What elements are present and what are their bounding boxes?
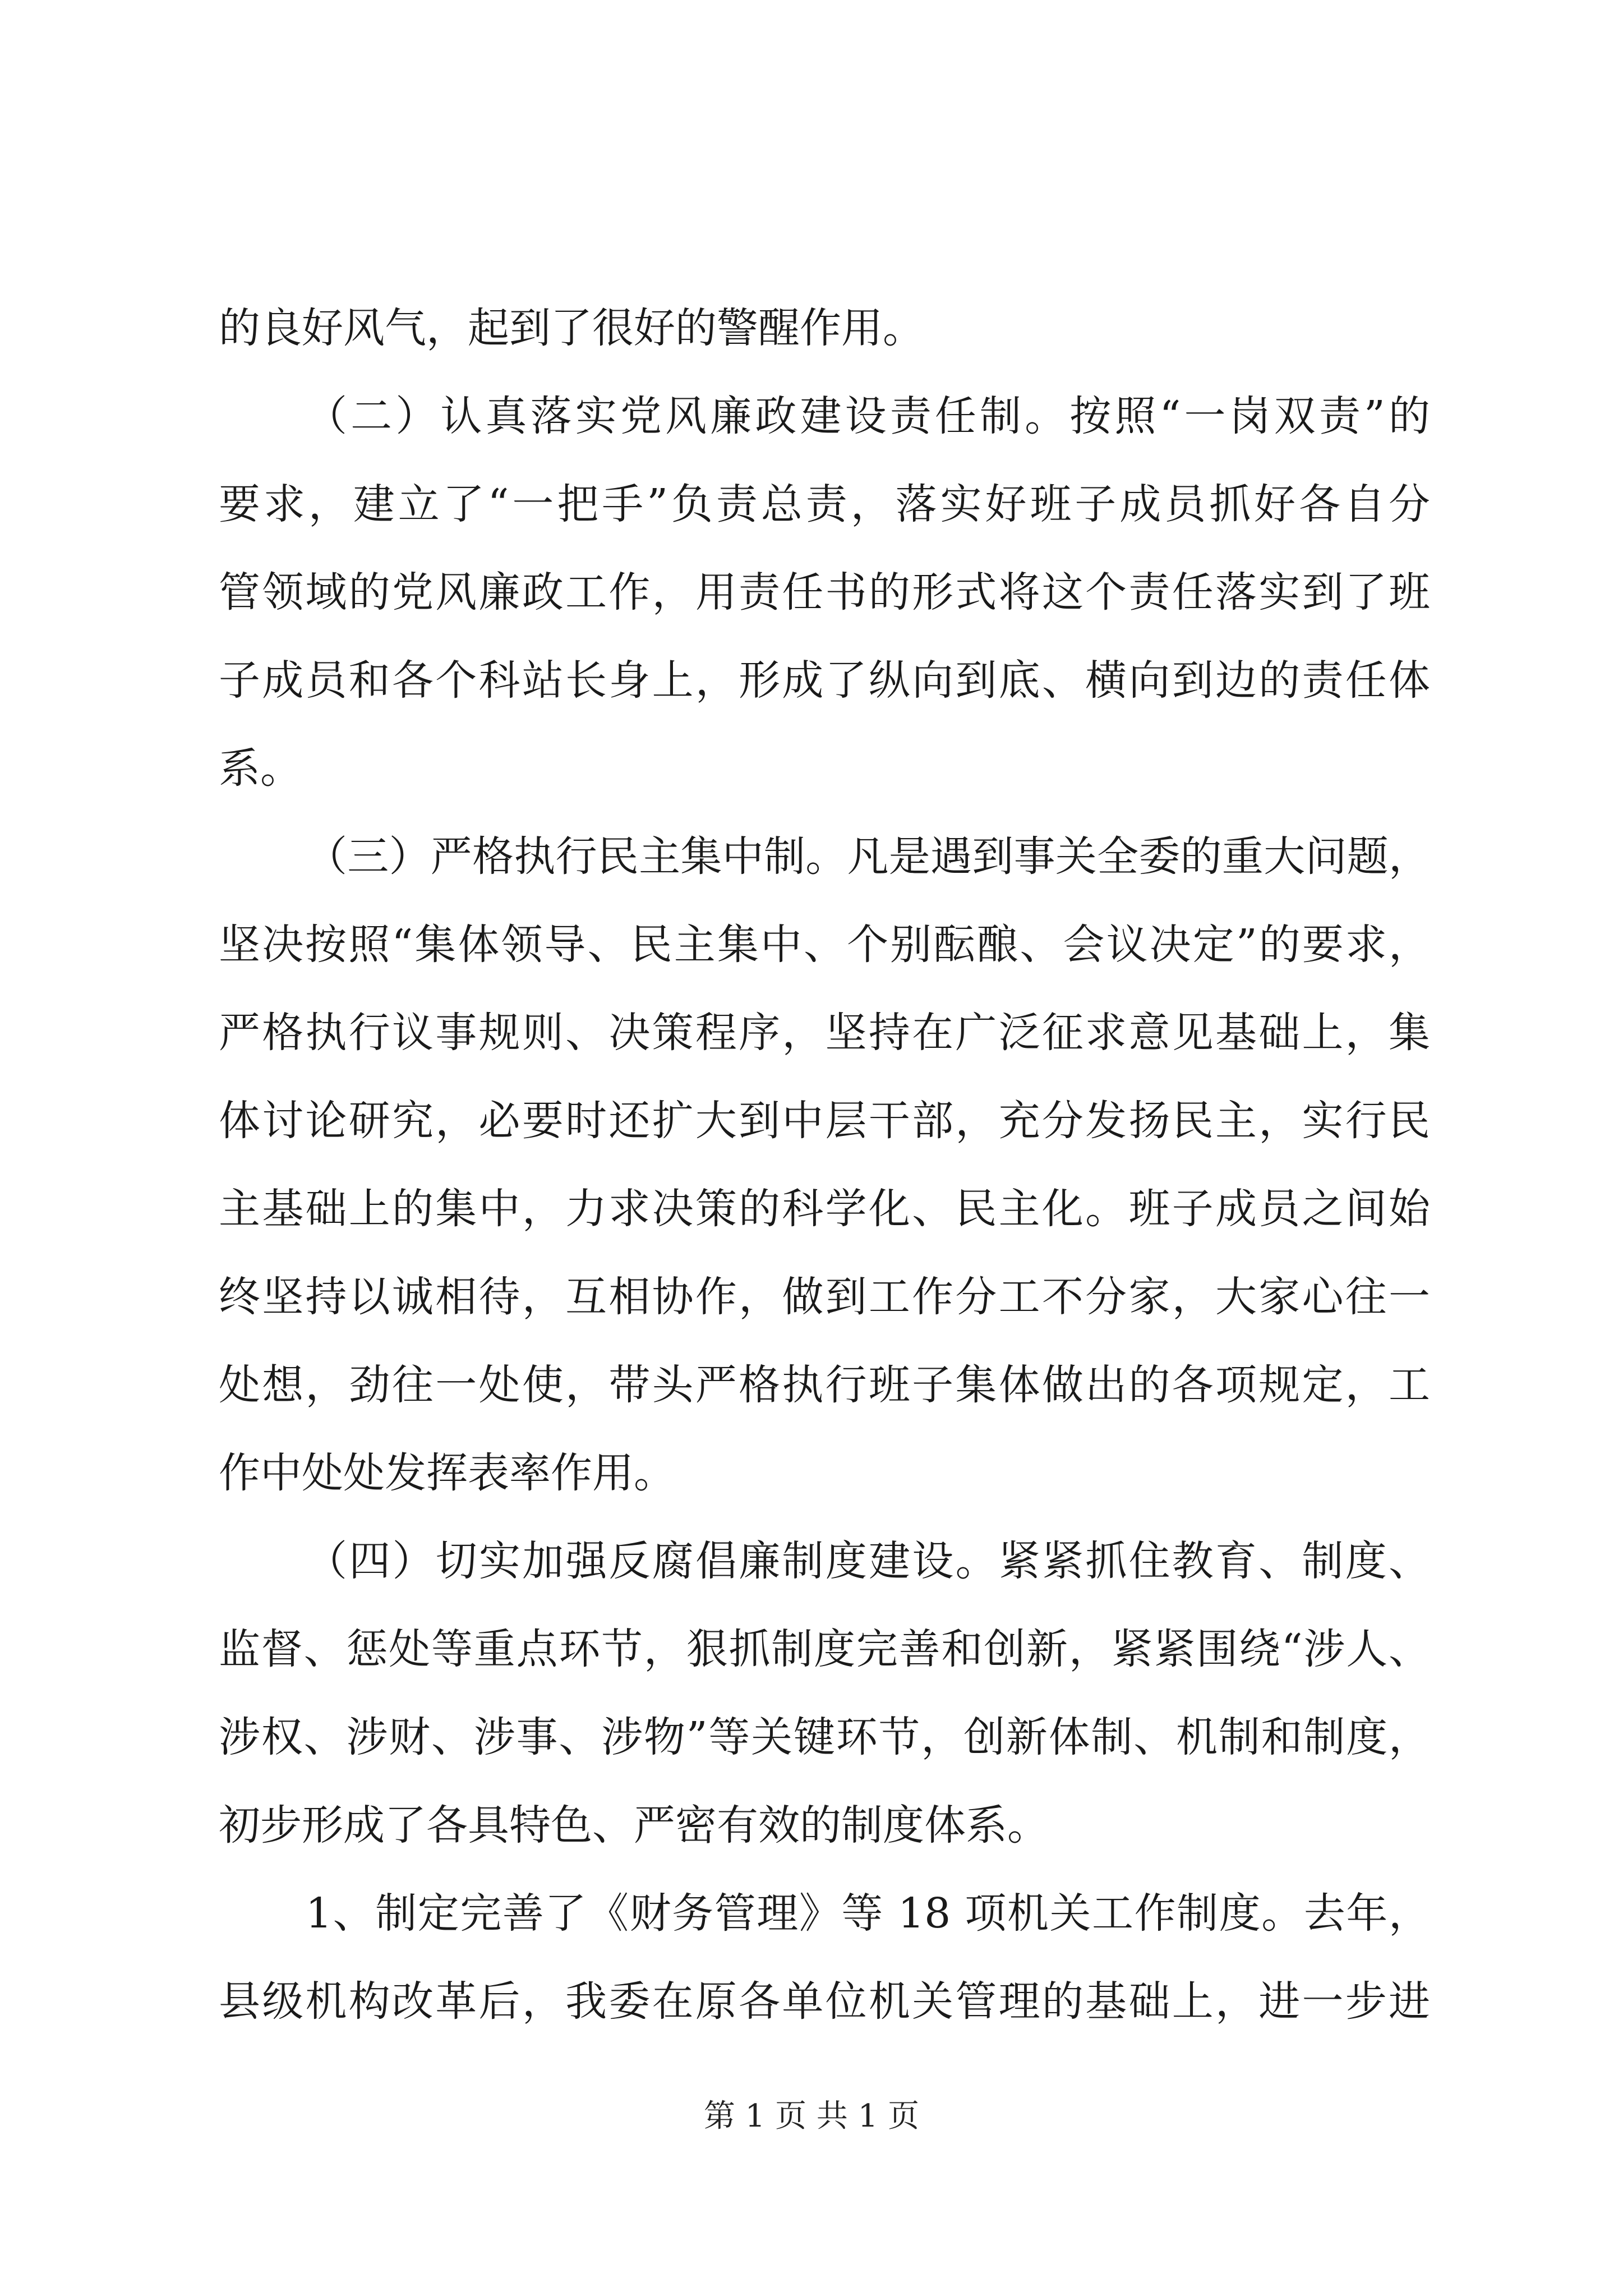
paragraph-line: （三）严格执行民主集中制。凡是遇到事关全委的重大问题，	[306, 832, 1430, 881]
paragraph-line: 管领域的党风廉政工作，用责任书的形式将这个责任落实到了班	[219, 568, 1430, 616]
paragraph-line: 1、制定完善了《财务管理》等 18 项机关工作制度。去年，	[306, 1889, 1430, 1938]
paragraph-line: 终坚持以诚相待，互相协作，做到工作分工不分家，大家心往一	[219, 1273, 1430, 1321]
paragraph-line: 县级机构改革后，我委在原各单位机关管理的基础上，进一步进	[219, 1977, 1430, 2026]
paragraph-line: 监督、惩处等重点环节，狠抓制度完善和创新，紧紧围绕“涉人、	[219, 1625, 1430, 1673]
paragraph-line: 涉权、涉财、涉事、涉物”等关键环节，创新体制、机制和制度，	[219, 1713, 1430, 1761]
paragraph-line: 处想，劲往一处使，带头严格执行班子集体做出的各项规定，工	[219, 1361, 1430, 1409]
paragraph-line: 子成员和各个科站长身上，形成了纵向到底、横向到边的责任体	[219, 656, 1430, 705]
paragraph-line: （二）认真落实党风廉政建设责任制。按照“一岗双责”的	[306, 392, 1430, 440]
paragraph-line: 的良好风气，起到了很好的警醒作用。	[219, 304, 924, 352]
paragraph-line: 系。	[219, 744, 302, 793]
paragraph-line: 作中处处发挥表率作用。	[219, 1449, 675, 1497]
paragraph-line: 主基础上的集中，力求决策的科学化、民主化。班子成员之间始	[219, 1185, 1430, 1233]
paragraph-line: （四）切实加强反腐倡廉制度建设。紧紧抓住教育、制度、	[306, 1537, 1430, 1585]
page-footer: 第 1 页 共 1 页	[703, 2098, 920, 2134]
paragraph-line: 要求，建立了“一把手”负责总责，落实好班子成员抓好各自分	[219, 480, 1430, 528]
paragraph-line: 坚决按照“集体领导、民主集中、个别酝酿、会议决定”的要求，	[219, 921, 1430, 969]
paragraph-line: 体讨论研究，必要时还扩大到中层干部，充分发扬民主，实行民	[219, 1097, 1430, 1145]
paragraph-line: 初步形成了各具特色、严密有效的制度体系。	[219, 1801, 1049, 1849]
paragraph-line: 严格执行议事规则、决策程序，坚持在广泛征求意见基础上，集	[219, 1009, 1430, 1057]
